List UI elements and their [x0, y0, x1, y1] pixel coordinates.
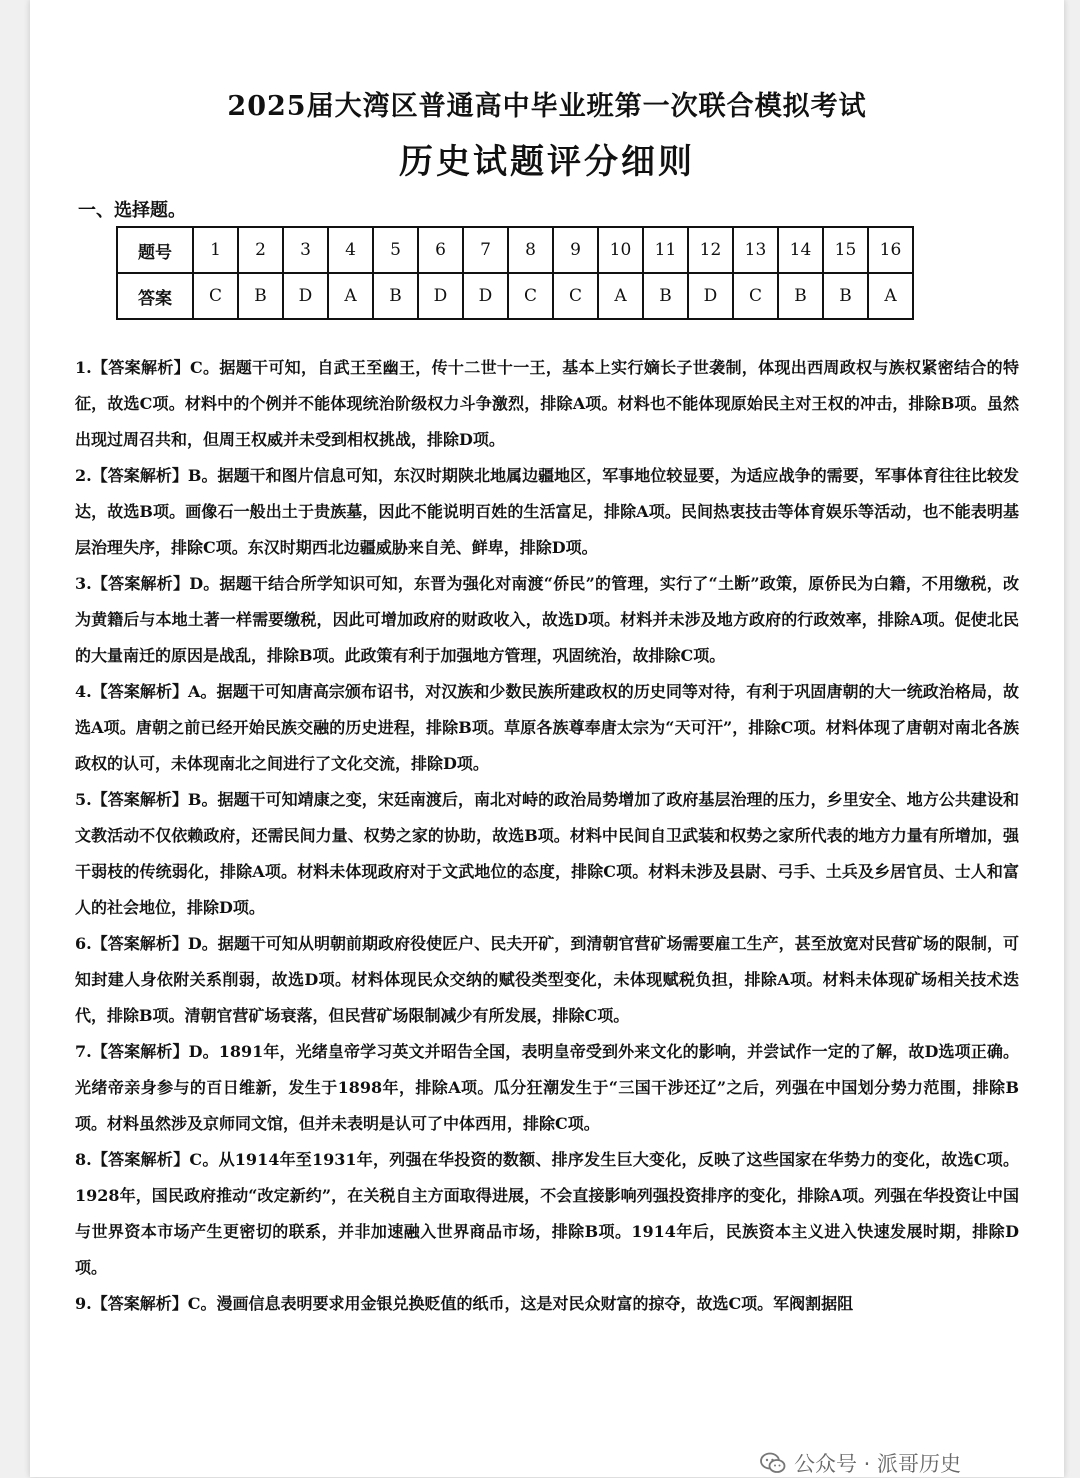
explanation-paragraph: 6.【答案解析】D。据题干可知从明朝前期政府役使匠户、民夫开矿，到清朝官营矿场需要雇工生产，甚至放宽对民营矿场的限制，可知封建人身依附关系削弱，故选D项。材料体现民众交纳的赋役类型变化，未体现赋税负担，排除A项。材料未体现矿场相关技术迭代，排除B项。清朝官营矿场衰落，但民营矿场限制减少有所发展，排除C项。 — [75, 934, 1019, 1025]
answer-cell: A — [868, 273, 913, 319]
watermark-text: 公众号 · 派哥历史 — [794, 1452, 962, 1476]
explanation-paragraph: 3.【答案解析】D。据题干结合所学知识可知，东晋为强化对南渡“侨民”的管理，实行了“土断”政策，原侨民为白籍，不用缴税，改为黄籍后与本地土著一样需要缴税，因此可增加政府的财政收入，故选D项。材料并未涉及地方政府的行政效率，排除A项。促使北民的大量南迁的原因是战乱，排除B项。此政策有利于加强地方管理，巩固统治，故排除C项。 — [75, 574, 1019, 665]
q-num: 3 — [283, 227, 328, 273]
q-num: 5 — [373, 227, 418, 273]
answer-cell: B — [823, 273, 868, 319]
answer-cell: A — [598, 273, 643, 319]
explanation-paragraph: 2.【答案解析】B。据题干和图片信息可知，东汉时期陕北地属边疆地区，军事地位较显要，为适应战争的需要，军事体育往往比较发达，故选B项。画像石一般出土于贵族墓，因此不能说明百姓的生活富足，排除A项。民间热衷技击等体育娱乐等活动，也不能表明基层治理失序，排除C项。东汉时期西北边疆威胁来自羌、鲜卑，排除D项。 — [75, 466, 1019, 557]
q-num: 1 — [193, 227, 238, 273]
answer-cell: D — [418, 273, 463, 319]
answer-cell: D — [463, 273, 508, 319]
exam-title: 2025届大湾区普通高中毕业班第一次联合模拟考试 — [227, 91, 867, 122]
answer-table — [116, 226, 914, 320]
q-num: 2 — [238, 227, 283, 273]
explanation-paragraph: 8.【答案解析】C。从1914年至1931年，列强在华投资的数额、排序发生巨大变化，反映了这些国家在华势力的变化，故选C项。1928年，国民政府推动“改定新约”，在关税自主方面取得进展，不会直接影响列强投资排序的变化，排除A项。列强在华投资让中国与世界资本市场产生更密切的联系，并非加速融入世界商品市场，排除B项。1914年后，民族资本主义进入快速发展时期，排除D项。 — [75, 1150, 1019, 1277]
answer-cell: C — [553, 273, 598, 319]
q-num: 13 — [733, 227, 778, 273]
answer-row — [117, 273, 913, 319]
section-heading: 一、选择题。 — [78, 200, 186, 221]
q-num: 10 — [598, 227, 643, 273]
answer-cell: C — [508, 273, 553, 319]
answer-cell: A — [328, 273, 373, 319]
watermark — [760, 1448, 1060, 1478]
answer-cell: C — [193, 273, 238, 319]
question-number-row — [117, 227, 913, 273]
answer-cell: B — [238, 273, 283, 319]
answer-cell: B — [643, 273, 688, 319]
q-num: 12 — [688, 227, 733, 273]
q-num: 8 — [508, 227, 553, 273]
row-label-answer: 答案 — [117, 273, 193, 319]
explanations — [75, 350, 1019, 1322]
q-num: 11 — [643, 227, 688, 273]
row-label-number: 题号 — [117, 227, 193, 273]
answer-cell: B — [373, 273, 418, 319]
answer-cell: B — [778, 273, 823, 319]
q-num: 9 — [553, 227, 598, 273]
wechat-icon — [760, 1452, 786, 1474]
q-num: 4 — [328, 227, 373, 273]
q-num: 7 — [463, 227, 508, 273]
explanation-paragraph: 7.【答案解析】D。1891年，光绪皇帝学习英文并昭告全国，表明皇帝受到外来文化的影响，并尝试作一定的了解，故D选项正确。光绪帝亲身参与的百日维新，发生于1898年，排除A项。瓜分狂潮发生于“三国干涉还辽”之后，列强在中国划分势力范围，排除B项。材料虽然涉及京师同文馆，但并未表明是认可了中体西用，排除C项。 — [75, 1042, 1019, 1133]
explanation-paragraph: 9.【答案解析】C。漫画信息表明要求用金银兑换贬值的纸币，这是对民众财富的掠夺，故选C项。军阀割据阻 — [75, 1294, 854, 1313]
explanation-paragraph: 1.【答案解析】C。据题干可知，自武王至幽王，传十二世十一王，基本上实行嫡长子世袭制，体现出西周政权与族权紧密结合的特征，故选C项。材料中的个例并不能体现统治阶级权力斗争激烈，排除A项。材料也不能体现原始民主对王权的冲击，排除B项。虽然出现过周召共和，但周王权威并未受到相权挑战，排除D项。 — [75, 358, 1019, 449]
q-num: 6 — [418, 227, 463, 273]
q-num: 15 — [823, 227, 868, 273]
answer-cell: D — [283, 273, 328, 319]
explanation-paragraph: 5.【答案解析】B。据题干可知靖康之变，宋廷南渡后，南北对峙的政治局势增加了政府基层治理的压力，乡里安全、地方公共建设和文教活动不仅依赖政府，还需民间力量、权势之家的协助，故选B项。材料中民间自卫武装和权势之家所代表的地方力量有所增加，强干弱枝的传统弱化，排除A项。材料未体现政府对于文武地位的态度，排除C项。材料未涉及县尉、弓手、土兵及乡居官员、士人和富人的社会地位，排除D项。 — [75, 790, 1019, 917]
q-num: 16 — [868, 227, 913, 273]
exam-subtitle: 历史试题评分细则 — [399, 142, 695, 182]
q-num: 14 — [778, 227, 823, 273]
answer-cell: C — [733, 273, 778, 319]
explanation-paragraph: 4.【答案解析】A。据题干可知唐高宗颁布诏书，对汉族和少数民族所建政权的历史同等对待，有利于巩固唐朝的大一统政治格局，故选A项。唐朝之前已经开始民族交融的历史进程，排除B项。草原各族尊奉唐太宗为“天可汗”，排除C项。材料体现了唐朝对南北各族政权的认可，未体现南北之间进行了文化交流，排除D项。 — [75, 682, 1019, 773]
answer-cell: D — [688, 273, 733, 319]
exam-sheet — [30, 0, 1064, 1477]
